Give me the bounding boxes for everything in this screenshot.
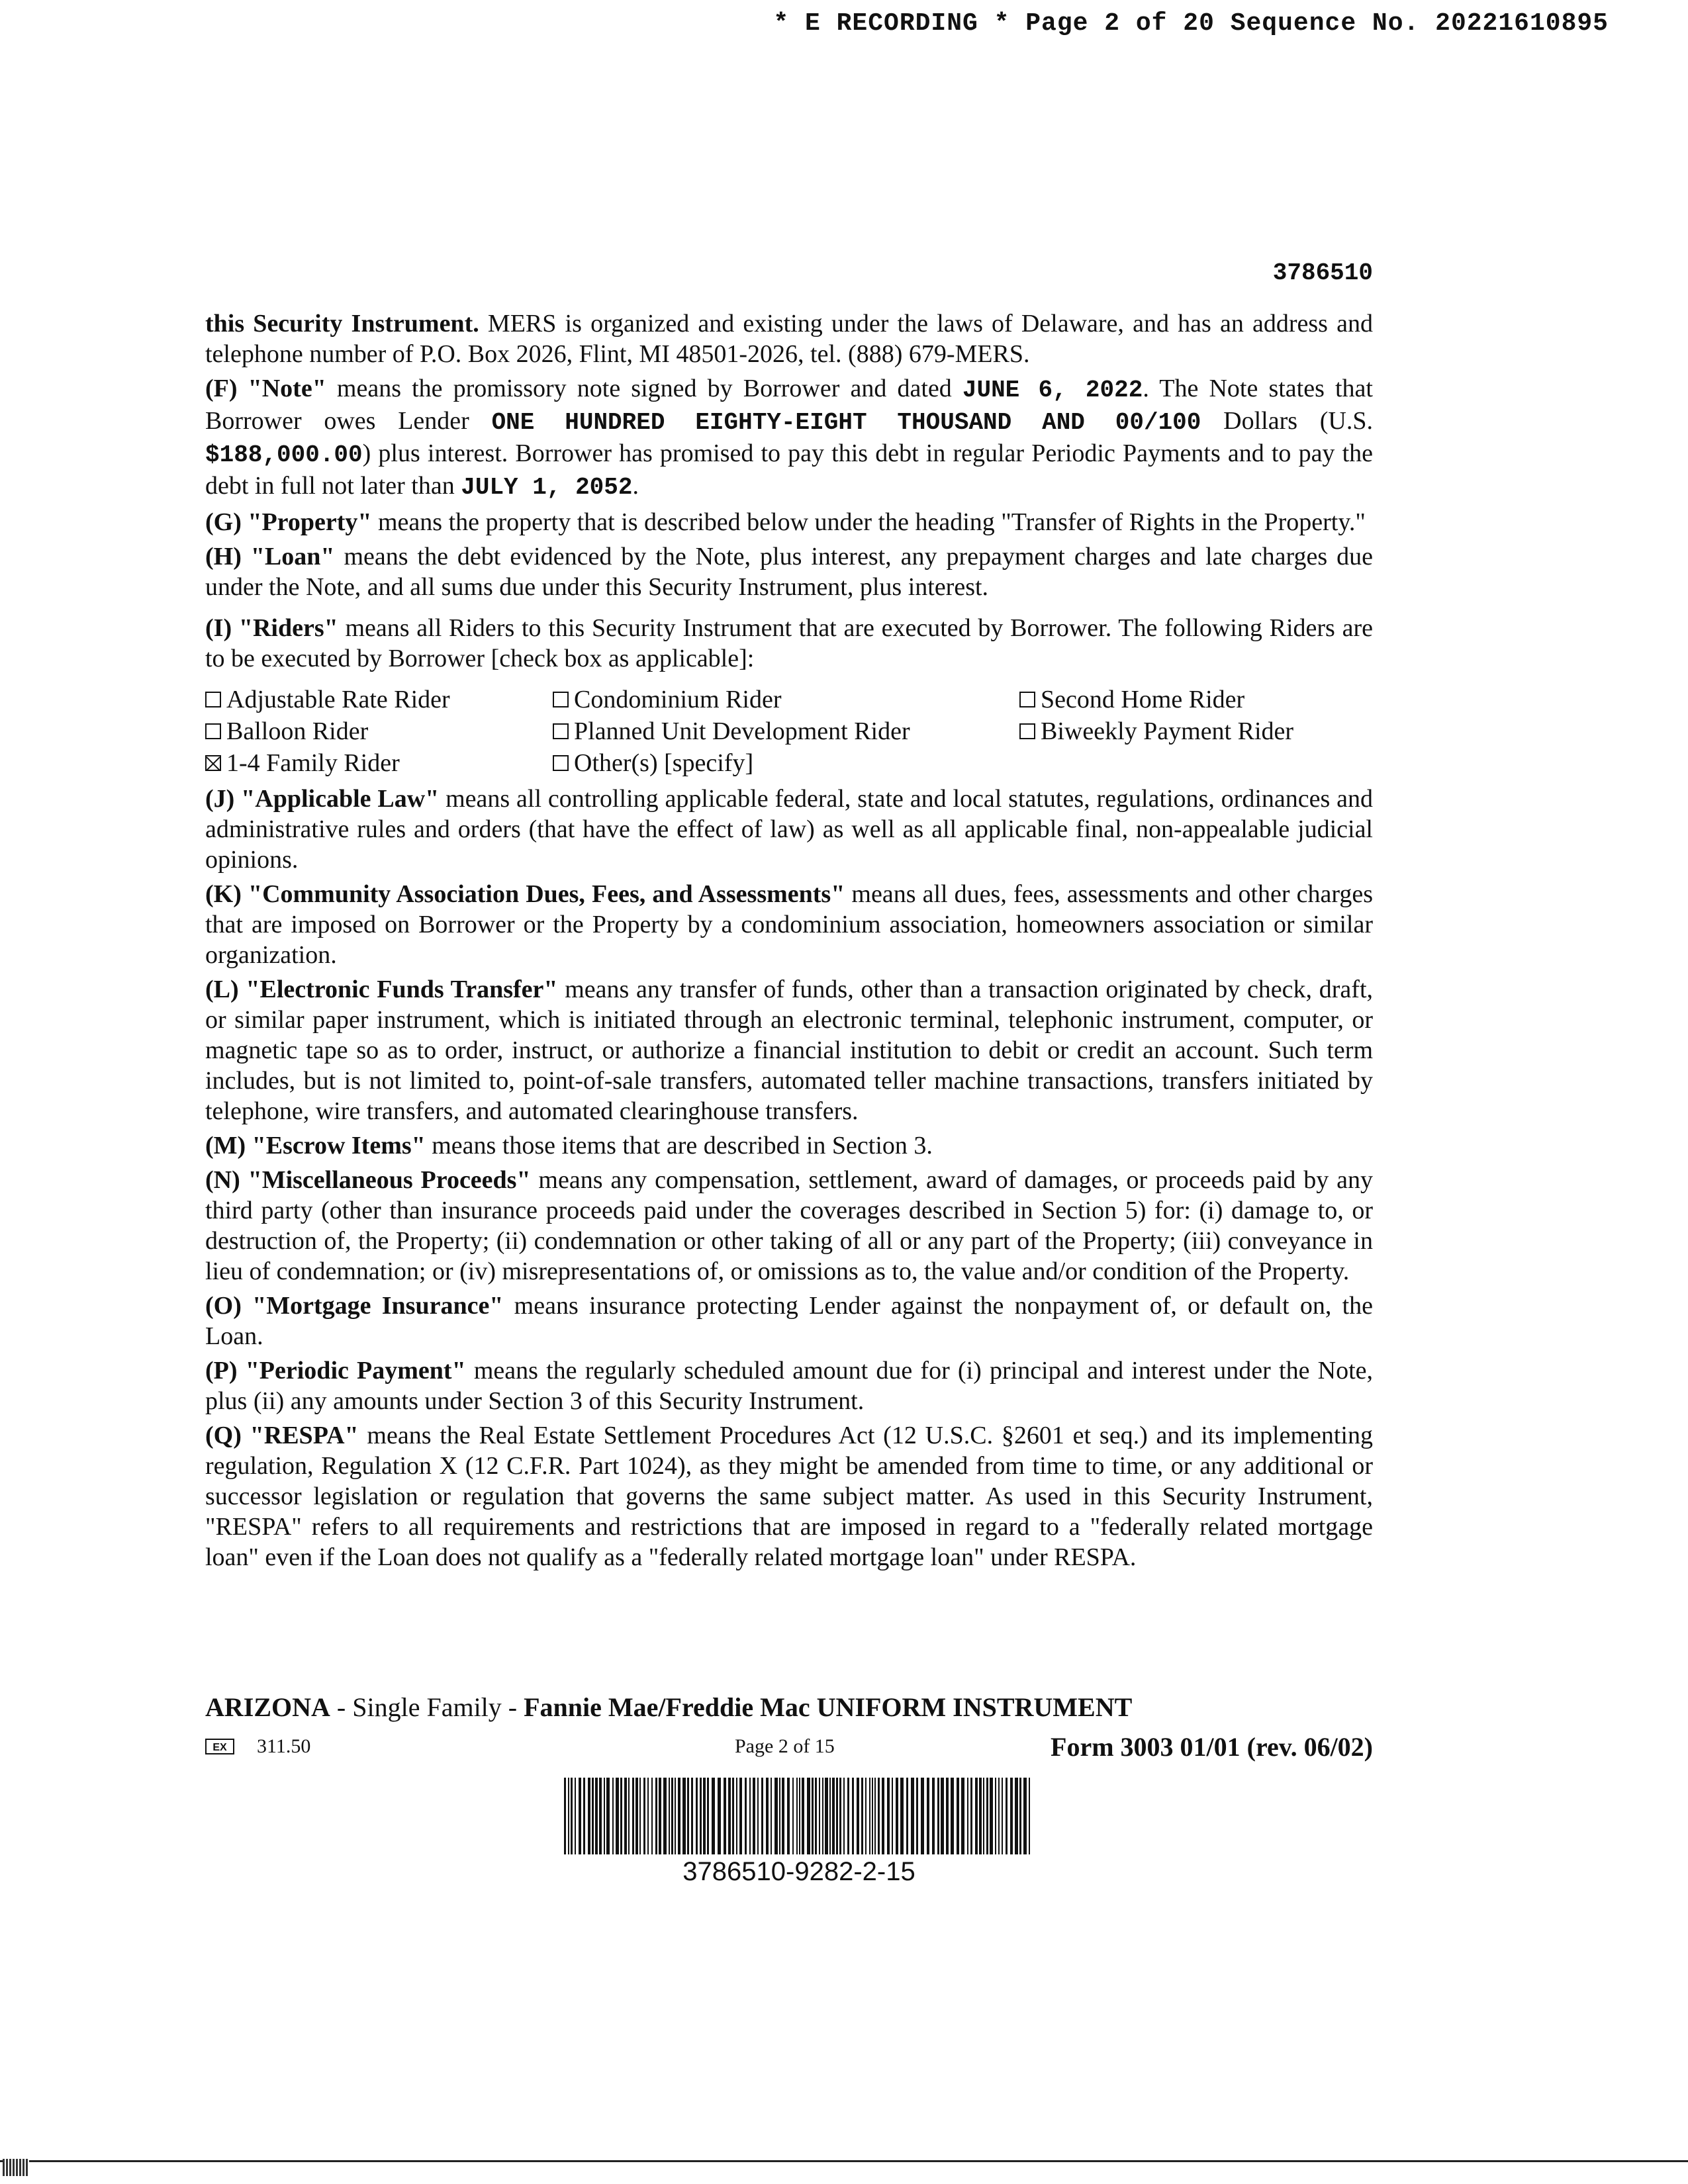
definition-text: means any compensation, settlement, award of damages, or proceeds paid by any third party (other than insurance proceeds paid under the coverages described in Section 5) for: (i) damage to, or destruction of, the Property; (ii) condemnation or other taking of all or any part of the Property; (iii) conveyance in lieu of condemnation; or (iv) misrepresentations of, or omissions as to, the value and/or condition of the Property.	[205, 1166, 1373, 1285]
rider-1-4-family[interactable]	[205, 748, 553, 778]
rider-adjustable-rate[interactable]	[205, 684, 553, 715]
note-amount-words: ONE HUNDRED EIGHTY-EIGHT THOUSAND AND 00/100	[491, 409, 1201, 436]
rider-label: Other(s) [specify]	[574, 749, 754, 777]
checkbox-icon[interactable]	[1019, 723, 1035, 739]
definition-label: (G) "Property"	[205, 508, 372, 536]
rider-other[interactable]	[553, 748, 1019, 778]
definition-label: (L) "Electronic Funds Transfer"	[205, 976, 558, 1003]
definition-text: . The Note states that Borrower owes Lender	[205, 375, 1373, 435]
definition-loan	[205, 541, 1373, 602]
definition-property	[205, 507, 1373, 537]
definition-text: Dollars (U.S.	[1201, 407, 1373, 435]
definition-label: (P) "Periodic Payment"	[205, 1357, 466, 1385]
footer-state: ARIZONA	[205, 1692, 330, 1722]
riders-checklist	[205, 684, 1373, 778]
definition-text: means insurance protecting Lender against the nonpayment of, or default on, the Loan.	[205, 1292, 1374, 1350]
footer-title	[205, 1692, 1373, 1723]
definition-miscellaneous-proceeds	[205, 1165, 1373, 1287]
definition-label: (N) "Miscellaneous Proceeds"	[205, 1166, 531, 1194]
form-code-number: 311.50	[257, 1735, 311, 1757]
definition-label: (J) "Applicable Law"	[205, 785, 440, 813]
definition-text: means all dues, fees, assessments and other charges that are imposed on Borrower or the Property by a condominium association, homeowners association or similar organization.	[205, 880, 1373, 969]
footer-separator: - Single Family -	[330, 1692, 524, 1722]
definition-label: (M) "Escrow Items"	[205, 1132, 426, 1160]
definition-text: means the Real Estate Settlement Procedures Act (12 U.S.C. §2601 et seq.) and its implementing regulation, Regulation X (12 C.F.R. Part 1024), as they might be amended from time to time, or any additional or successor legislation or regulation that governs the same subject matter. As used in this Security Instrument, "RESPA" refers to all requirements and restrictions that are imposed in regard to a "federally related mortgage loan" even if the Loan does not qualify as a "federally related mortgage loan" under RESPA.	[205, 1422, 1373, 1571]
definition-text: means the debt evidenced by the Note, plus interest, any prepayment charges and late charges due under the Note, and all sums due under this Security Instrument, plus interest.	[205, 543, 1373, 601]
definition-escrow-items	[205, 1130, 1373, 1161]
rider-second-home[interactable]	[1019, 684, 1373, 715]
definition-periodic-payment	[205, 1355, 1373, 1416]
note-maturity-date: JULY 1, 2052	[461, 474, 633, 501]
definition-text: means all Riders to this Security Instrument that are executed by Borrower. The following Riders are to be executed by Borrower [check box as applicable]:	[205, 614, 1373, 672]
footer-instrument: Fannie Mae/Freddie Mac UNIFORM INSTRUMENT	[524, 1692, 1133, 1722]
definition-label: (Q) "RESPA"	[205, 1422, 359, 1449]
definition-text: means all controlling applicable federal, state and local statutes, regulations, ordinances and administrative rules and orders (that have the effect of law) as well as all applicable final, non-appealable judicial opinions.	[205, 785, 1373, 874]
definition-text: .	[632, 472, 639, 500]
paragraph-text: MERS is organized and existing under the laws of Delaware, and has an address and telephone number of P.O. Box 2026, Flint, MI 48501-2026, tel. (888) 679-MERS.	[205, 310, 1373, 368]
mers-paragraph	[205, 308, 1373, 369]
definition-label: (K) "Community Association Dues, Fees, and Assessments"	[205, 880, 845, 908]
checkbox-icon[interactable]	[553, 723, 569, 739]
barcode-number: 3786510-9282-2-15	[682, 1857, 915, 1886]
checkbox-icon[interactable]	[205, 723, 221, 739]
rider-label: Biweekly Payment Rider	[1041, 717, 1294, 745]
page-number: Page 2 of 15	[735, 1735, 835, 1757]
form-code	[205, 1735, 310, 1758]
checkbox-icon[interactable]	[205, 692, 221, 707]
rider-label: 1-4 Family Rider	[226, 749, 400, 777]
definition-label: (I) "Riders"	[205, 614, 338, 642]
rider-label: Balloon Rider	[226, 717, 369, 745]
rider-label: Condominium Rider	[574, 686, 782, 713]
definition-note	[205, 373, 1373, 503]
rider-balloon[interactable]	[205, 716, 553, 747]
definition-text: means any transfer of funds, other than a transaction originated by check, draft, or similar paper instrument, which is initiated through an electronic terminal, telephonic instrument, computer, or magnetic tape so as to order, instruct, or authorize a financial institution to debit or credit an account. Such term includes, but is not limited to, point-of-sale transfers, automated teller machine transactions, transfers initiated by telephone, wire transfers, and automated clearinghouse transfers.	[205, 976, 1373, 1125]
footer-row	[205, 1731, 1373, 1764]
document-body	[205, 308, 1373, 1576]
document-id: 3786510	[1272, 259, 1373, 287]
definition-text: means the property that is described below under the heading "Transfer of Rights in the Property."	[371, 508, 1366, 536]
checkbox-checked-icon[interactable]	[205, 755, 221, 771]
definition-label: (H) "Loan"	[205, 543, 335, 570]
note-amount: $188,000.00	[205, 441, 363, 469]
rider-planned-unit-development[interactable]	[553, 716, 1019, 747]
page-bottom-rule	[0, 2160, 1688, 2162]
checkbox-icon[interactable]	[553, 692, 569, 707]
rider-label: Adjustable Rate Rider	[226, 686, 450, 713]
definition-text: means those items that are described in Section 3.	[425, 1132, 933, 1160]
definition-label: (O) "Mortgage Insurance"	[205, 1292, 504, 1320]
ex-logo-icon: EX	[205, 1739, 234, 1754]
checkbox-icon[interactable]	[553, 755, 569, 771]
definition-mortgage-insurance	[205, 1291, 1373, 1351]
recording-header: * E RECORDING * Page 2 of 20 Sequence No. 20221610895	[773, 9, 1609, 38]
rider-condominium[interactable]	[553, 684, 1019, 715]
definition-text: ) plus interest. Borrower has promised to pay this debt in regular Periodic Payments and to pay the debt in full not later than	[205, 439, 1373, 500]
rider-label: Planned Unit Development Rider	[574, 717, 910, 745]
definition-riders	[205, 613, 1373, 674]
definition-text: means the promissory note signed by Borrower and dated	[326, 375, 962, 402]
definition-community-dues	[205, 879, 1373, 970]
definition-electronic-funds-transfer	[205, 974, 1373, 1126]
definition-applicable-law	[205, 784, 1373, 875]
definition-label: (F) "Note"	[205, 375, 326, 402]
definition-text: means the regularly scheduled amount due for (i) principal and interest under the Note, plus (ii) any amounts under Section 3 of this Security Instrument.	[205, 1357, 1373, 1415]
barcode-icon	[564, 1778, 1034, 1854]
paragraph-lead: this Security Instrument.	[205, 310, 479, 338]
definition-respa	[205, 1420, 1373, 1572]
rider-biweekly-payment[interactable]	[1019, 716, 1373, 747]
form-number: Form 3003 01/01 (rev. 06/02)	[1051, 1732, 1373, 1762]
checkbox-icon[interactable]	[1019, 692, 1035, 707]
scan-mark-icon	[3, 2159, 29, 2176]
rider-label: Second Home Rider	[1041, 686, 1245, 713]
note-date: JUNE 6, 2022	[962, 377, 1143, 404]
